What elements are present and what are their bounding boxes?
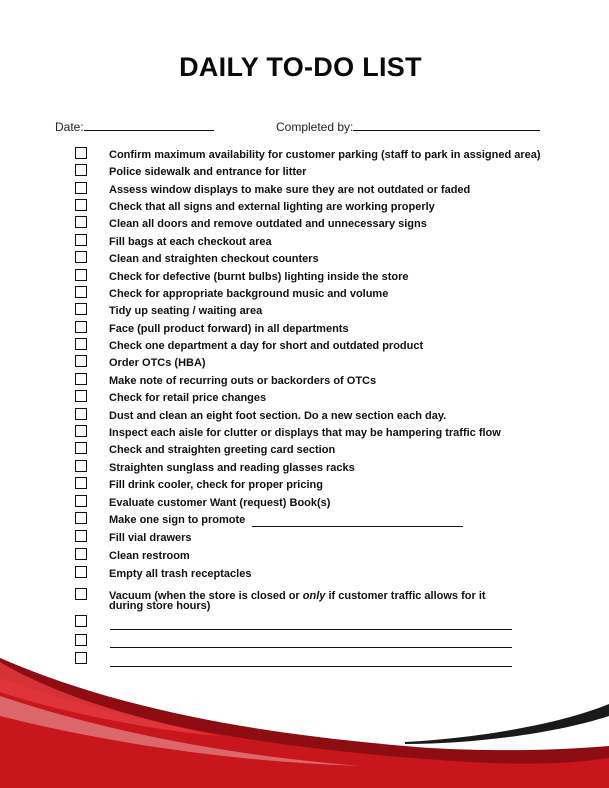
blank-entry-line[interactable] <box>110 629 512 630</box>
checklist-item: Make note of recurring outs or backorders of OTCs <box>109 375 377 387</box>
checklist-item: Clean and straighten checkout counters <box>109 253 319 265</box>
checkbox[interactable] <box>75 338 87 350</box>
page-title: DAILY TO-DO LIST <box>179 52 422 82</box>
checkbox[interactable] <box>75 355 87 367</box>
checkbox[interactable] <box>75 147 87 159</box>
completed-by-label: Completed by: <box>276 120 354 134</box>
checkbox[interactable] <box>75 408 87 420</box>
checkbox[interactable] <box>75 303 87 315</box>
checkbox[interactable] <box>75 588 87 600</box>
checkbox[interactable] <box>75 321 87 333</box>
checklist-item: Empty all trash receptacles <box>109 568 252 580</box>
checklist-item: Inspect each aisle for clutter or displays that may be hampering traffic flow <box>109 427 501 439</box>
checkbox[interactable] <box>75 199 87 211</box>
checkbox[interactable] <box>75 182 87 194</box>
checkbox[interactable] <box>75 234 87 246</box>
checklist-item: Make one sign to promote <box>109 514 246 526</box>
checkbox[interactable] <box>75 566 87 578</box>
checklist-item: Evaluate customer Want (request) Book(s) <box>109 497 331 509</box>
checklist-item: Check for appropriate background music and volume <box>109 288 389 300</box>
checklist-item: Straighten sunglass and reading glasses racks <box>109 462 355 474</box>
checkbox[interactable] <box>75 495 87 507</box>
checklist-item: Face (pull product forward) in all departments <box>109 323 349 335</box>
checkbox[interactable] <box>75 548 87 560</box>
checkbox[interactable] <box>75 390 87 402</box>
checklist-item-vacuum: Vacuum (when the store is closed or only if customer traffic allows for it during store hours) <box>109 590 486 612</box>
checkbox[interactable] <box>75 373 87 385</box>
checklist-item: Check that all signs and external lighting are working properly <box>109 201 435 213</box>
checkbox[interactable] <box>75 512 87 524</box>
checklist-item: Police sidewalk and entrance for litter <box>109 166 307 178</box>
promote-blank-line[interactable] <box>252 526 463 527</box>
checklist-item: Check one department a day for short and outdated product <box>109 340 424 352</box>
checklist-item: Check for retail price changes <box>109 392 267 404</box>
checkbox[interactable] <box>75 530 87 542</box>
checkbox[interactable] <box>75 615 87 627</box>
checklist-item: Assess window displays to make sure they are not outdated or faded <box>109 184 471 196</box>
checklist-item: Confirm maximum availability for customer parking (staff to park in assigned area) <box>109 149 541 161</box>
checklist-item: Tidy up seating / waiting area <box>109 305 263 317</box>
checklist-item: Check and straighten greeting card section <box>109 444 336 456</box>
checklist-item: Check for defective (burnt bulbs) lighting inside the store <box>109 271 409 283</box>
checkbox[interactable] <box>75 164 87 176</box>
checkbox[interactable] <box>75 442 87 454</box>
date-field[interactable] <box>84 130 214 131</box>
checkbox[interactable] <box>75 425 87 437</box>
checklist-item: Fill drink cooler, check for proper pricing <box>109 479 323 491</box>
checkbox[interactable] <box>75 251 87 263</box>
checklist-item: Clean all doors and remove outdated and unnecessary signs <box>109 218 427 230</box>
checkbox[interactable] <box>75 216 87 228</box>
checklist-item: Fill vial drawers <box>109 532 192 544</box>
checklist-item: Clean restroom <box>109 550 190 562</box>
date-label: Date: <box>55 120 84 134</box>
checklist-item: Dust and clean an eight foot section. Do a new section each day. <box>109 410 447 422</box>
checkbox[interactable] <box>75 286 87 298</box>
checkbox[interactable] <box>75 269 87 281</box>
completed-by-field[interactable] <box>353 130 540 131</box>
decorative-wave <box>0 640 609 788</box>
checkbox[interactable] <box>75 460 87 472</box>
checkbox[interactable] <box>75 477 87 489</box>
checklist-item: Fill bags at each checkout area <box>109 236 272 248</box>
checklist-item: Order OTCs (HBA) <box>109 357 206 369</box>
